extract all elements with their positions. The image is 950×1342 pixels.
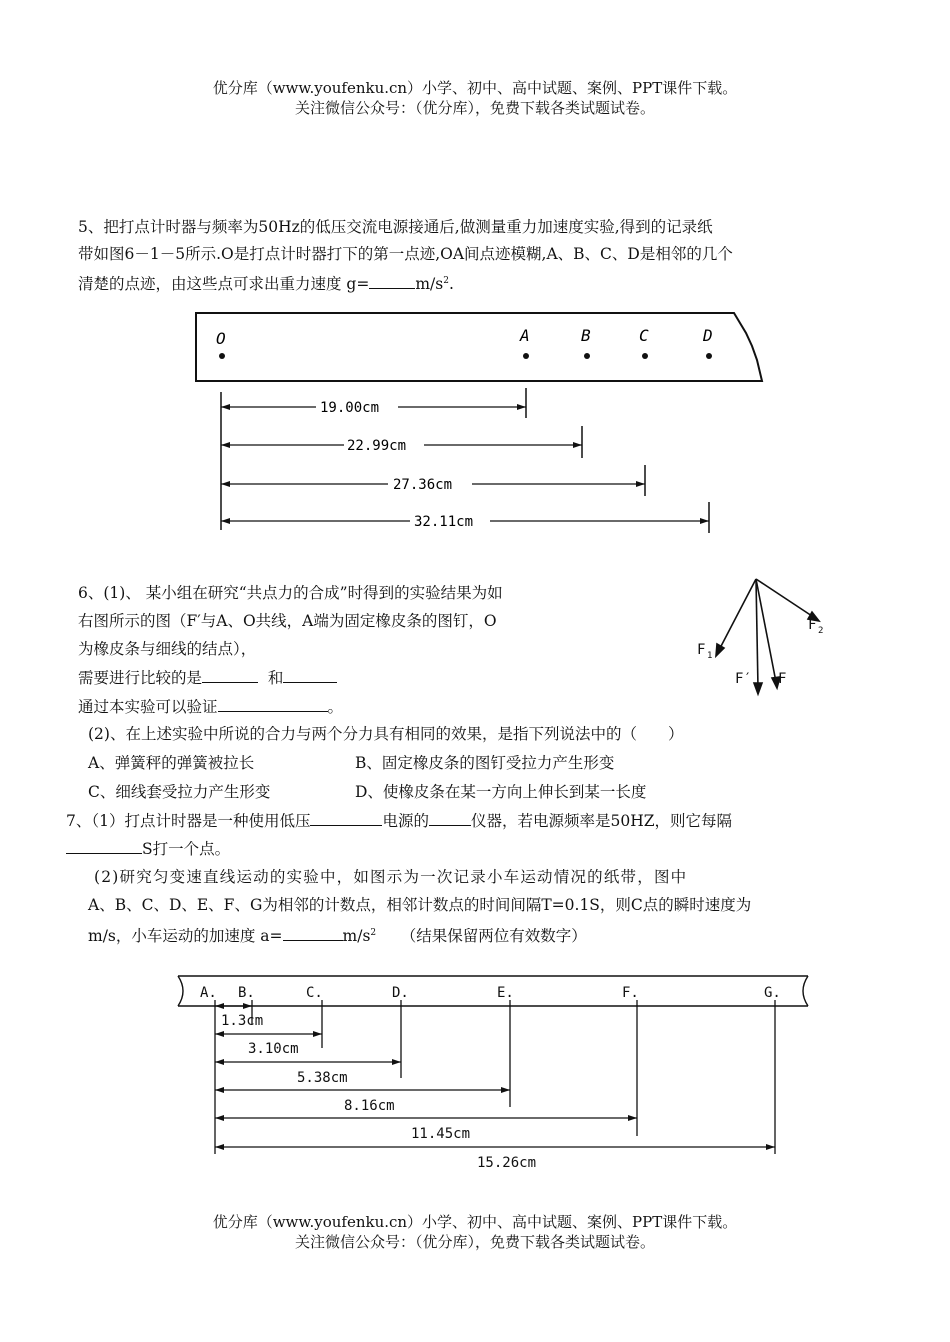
q6-line-3: 为橡皮条与细线的结点）， <box>78 640 257 658</box>
q5-label-a: A <box>520 326 530 345</box>
q5-line-1: 5、把打点计时器与频率为50Hz的低压交流电源接通后,做测量重力加速度实验,得到的记录纸 <box>78 218 713 236</box>
q6-verify-end: 。 <box>327 698 344 716</box>
q7-line-2 <box>66 837 230 860</box>
q7-tape <box>178 976 808 1006</box>
footer-line-2: 关注微信公众号：（优分库），免费下载各类试题试卷。 <box>294 1233 655 1251</box>
q7-instrument-blank[interactable] <box>429 809 471 826</box>
q7-label-g: G. <box>764 985 781 1001</box>
q6-option-c[interactable]: C、细线套受拉力产生形变 <box>88 783 271 801</box>
q7-line-1 <box>66 809 732 832</box>
q6-label-fprime: F′ <box>735 671 752 687</box>
q7-label-f: F. <box>622 985 639 1001</box>
q5-label-b: B <box>581 326 591 345</box>
q5-label-c: C <box>639 326 649 345</box>
q7-label-c: C. <box>306 985 323 1001</box>
q7-line-1-c: 仪器，若电源频率是50HZ，则它每隔 <box>471 812 733 830</box>
q7-line-1-b: 电源的 <box>382 812 429 830</box>
q6-force-diagram <box>716 579 819 694</box>
q7-line-3: (2)研究匀变速直线运动的实验中，如图示为一次记录小车运动情况的纸带，图中 <box>94 868 688 886</box>
q6-compare-text: 需要进行比较的是 <box>78 669 203 687</box>
q6-label-f: F <box>778 671 787 687</box>
q7-label-e: E. <box>497 985 514 1001</box>
q5-period: . <box>448 275 454 294</box>
q6-compare-blank-1[interactable] <box>202 666 258 683</box>
q6-label-f2: F <box>808 617 817 633</box>
q6-label-f1: F <box>697 642 706 658</box>
q5-dist-2: 22.99cm <box>347 438 407 454</box>
q5-dot-o <box>219 353 225 359</box>
q5-dot-b <box>584 353 590 359</box>
q6-line-4 <box>78 666 337 689</box>
q7-accel-blank[interactable] <box>283 924 343 941</box>
q5-label-o: O <box>216 329 226 348</box>
q7-line-5 <box>88 922 587 947</box>
q7-dist-1: 1.3cm <box>221 1013 264 1029</box>
q7-dist-2: 3.10cm <box>248 1041 299 1057</box>
q5-dot-c <box>642 353 648 359</box>
q7-interval-blank[interactable] <box>66 837 142 854</box>
q5-line-2: 带如图6－1－5所示.O是打点计时器打下的第一点迹,OA间点迹模糊,A、B、C、D是相邻的几个 <box>78 245 733 263</box>
q6-label-f1-sub: 1 <box>707 651 713 661</box>
q7-label-d: D. <box>392 985 409 1001</box>
q5-line-3-text: 清楚的点迹，由这些点可求出重力速度 g= <box>78 275 370 294</box>
q6-option-d[interactable]: D、使橡皮条在某一方向上伸长到某一长度 <box>355 783 647 801</box>
q5-tape <box>196 313 762 381</box>
q6-and-text: 和 <box>267 669 284 687</box>
q5-dot-a <box>523 353 529 359</box>
footer-line-1: 优分库（www.youfenku.cn）小学、初中、高中试题、案例、PPT课件下载。 <box>212 1213 738 1231</box>
header-line-2: 关注微信公众号：（优分库），免费下载各类试题试卷。 <box>294 99 655 117</box>
q7-dist-6: 15.26cm <box>477 1155 537 1171</box>
q7-power-blank[interactable] <box>310 809 382 826</box>
q7-note: （结果保留两位有效数字） <box>400 927 587 946</box>
q6-line-1: 6、(1)、 某小组在研究“共点力的合成”时得到的实验结果为如 <box>78 584 503 602</box>
q7-unit-sup: 2 <box>370 928 377 938</box>
q7-dist-5: 11.45cm <box>411 1126 471 1142</box>
q7-line-2-text: S打一个点。 <box>142 840 231 858</box>
q6-line-5 <box>78 695 343 718</box>
q7-unit: m/s <box>342 927 371 946</box>
q5-unit-sup: 2 <box>443 276 449 286</box>
q7-line-4: A、B、C、D、E、F、G为相邻的计数点，相邻计数点的时间间隔T=0.1S，则C点的瞬时速度为 <box>88 896 752 914</box>
q5-label-d: D <box>703 326 713 345</box>
header-line-1: 优分库（www.youfenku.cn）小学、初中、高中试题、案例、PPT课件下载。 <box>212 79 738 97</box>
q5-dot-d <box>706 353 712 359</box>
q7-line-5-a: m/s，小车运动的加速度 a= <box>88 927 283 946</box>
q7-label-b: B. <box>238 985 255 1001</box>
q7-dist-3: 5.38cm <box>297 1070 348 1086</box>
q7-line-1-a: 7、（1）打点计时器是一种使用低压 <box>66 812 311 830</box>
q6-line-6: (2)、在上述实验中所说的合力与两个分力具有相同的效果，是指下列说法中的（ ） <box>88 725 684 743</box>
q6-label-f2-sub: 2 <box>818 626 824 636</box>
q6-option-b[interactable]: B、固定橡皮条的图钉受拉力产生形变 <box>355 754 615 772</box>
q5-unit: m/s <box>415 275 444 294</box>
q7-dist-4: 8.16cm <box>344 1098 395 1114</box>
q6-line-2: 右图所示的图（F′与A、O共线，A端为固定橡皮条的图钉，O <box>78 612 497 630</box>
q5-dist-3: 27.36cm <box>393 477 453 493</box>
q6-verify-blank[interactable] <box>218 695 328 712</box>
q6-option-a[interactable]: A、弹簧秤的弹簧被拉长 <box>88 754 255 772</box>
q5-dist-1: 19.00cm <box>320 400 380 416</box>
q6-compare-blank-2[interactable] <box>283 666 337 683</box>
q7-label-a: A. <box>200 985 217 1001</box>
q5-dist-4: 32.11cm <box>414 514 474 530</box>
q6-verify-text: 通过本实验可以验证 <box>78 698 218 716</box>
